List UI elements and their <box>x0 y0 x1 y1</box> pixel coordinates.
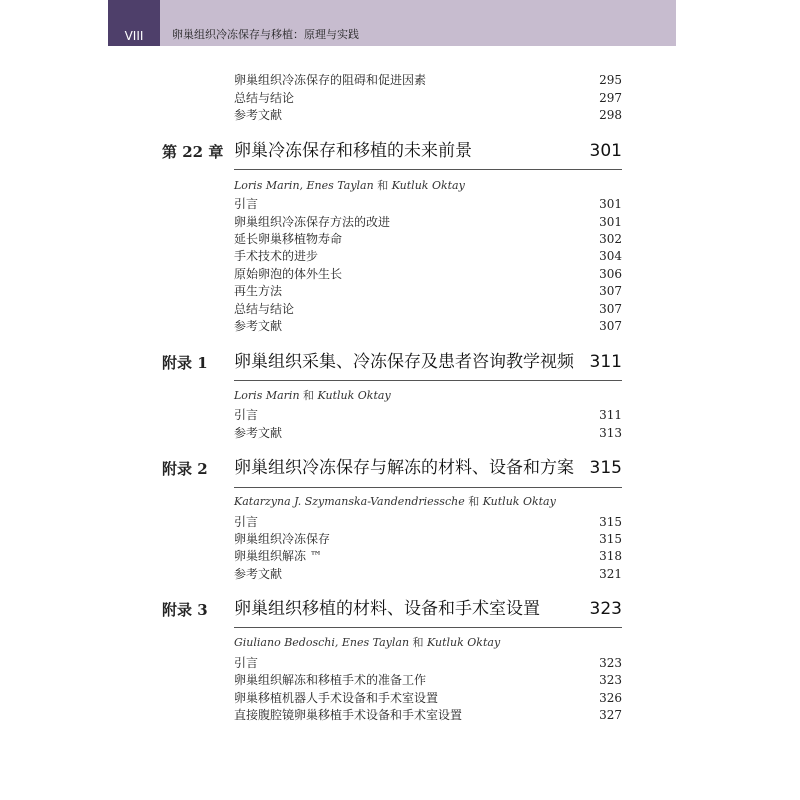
chapter-label: 附录 3 <box>162 601 208 619</box>
toc-entry-page: 326 <box>599 691 622 705</box>
chapter-divider <box>234 380 622 381</box>
chapter-page: 301 <box>589 141 622 161</box>
author-last: Kutluk Oktay <box>427 636 501 649</box>
toc-entry[interactable] <box>234 248 622 265</box>
toc-entry-page: 311 <box>599 408 622 422</box>
toc-entry-page: 318 <box>599 549 622 563</box>
header-book-title: 卵巢组织冷冻保存与移植：原理与实践 <box>172 28 359 41</box>
toc-entry-title: 参考文献 <box>234 108 283 122</box>
toc-entry-title: 手术技术的进步 <box>234 249 319 263</box>
toc-entry-title: 引言 <box>234 515 259 529</box>
toc-entry-page: 313 <box>599 426 622 440</box>
header-page-number: VIII <box>108 0 160 46</box>
chapter-title[interactable]: 卵巢组织移植的材料、设备和手术室设置 <box>234 599 540 619</box>
author-names: Loris Marin <box>234 389 300 402</box>
toc-entry-title: 卵巢组织解冻和移植手术的准备工作 <box>234 673 427 687</box>
chapter-title[interactable]: 卵巢冷冻保存和移植的未来前景 <box>234 141 472 161</box>
toc-entry-page: 297 <box>599 91 622 105</box>
chapter-authors <box>234 494 556 509</box>
toc-entry-page: 323 <box>599 656 622 670</box>
chapter-title[interactable]: 卵巢组织冷冻保存与解冻的材料、设备和方案 <box>234 458 574 478</box>
chapter-divider <box>234 487 622 488</box>
toc-entry[interactable] <box>234 425 622 442</box>
chapter-authors <box>234 635 500 650</box>
toc-entry-title: 参考文献 <box>234 426 283 440</box>
toc-entry-title: 引言 <box>234 408 259 422</box>
toc-entry-title: 卵巢组织解冻 ™ <box>234 549 322 563</box>
toc-entry[interactable] <box>234 707 622 724</box>
toc-entry-page: 327 <box>599 708 622 722</box>
toc-entry-page: 302 <box>599 232 622 246</box>
toc-entry-title: 总结与结论 <box>234 91 295 105</box>
toc-entry[interactable] <box>234 214 622 231</box>
toc-entry[interactable] <box>234 283 622 300</box>
toc-entry-page: 306 <box>599 267 622 281</box>
toc-entry-title: 延长卵巢移植物寿命 <box>234 232 343 246</box>
chapter-authors <box>234 178 465 193</box>
author-names: Loris Marin, Enes Taylan <box>234 179 374 192</box>
toc-entry-title: 原始卵泡的体外生长 <box>234 267 343 281</box>
author-last: Kutluk Oktay <box>482 495 556 508</box>
toc-entry-title: 直接腹腔镜卵巢移植手术设备和手术室设置 <box>234 708 463 722</box>
author-conjunction: 和 <box>373 179 392 192</box>
author-names: Katarzyna J. Szymanska-Vandendriessche <box>234 495 465 508</box>
chapter-label: 第 22 章 <box>162 143 224 161</box>
toc-entry[interactable] <box>234 72 622 89</box>
chapter-divider <box>234 169 622 170</box>
chapter-label: 附录 2 <box>162 460 208 478</box>
author-conjunction: 和 <box>464 495 483 508</box>
toc-entry[interactable] <box>234 407 622 424</box>
chapter-authors <box>234 388 391 403</box>
toc-entry-title: 卵巢组织冷冻保存的阻碍和促进因素 <box>234 73 427 87</box>
toc-entry-title: 参考文献 <box>234 319 283 333</box>
toc-entry-title: 引言 <box>234 656 259 670</box>
toc-entry-title: 再生方法 <box>234 284 283 298</box>
chapter-page: 323 <box>589 599 622 619</box>
toc-entry-page: 295 <box>599 73 622 87</box>
toc-entry-title: 卵巢组织冷冻保存方法的改进 <box>234 215 391 229</box>
toc-entry-page: 307 <box>599 284 622 298</box>
toc-entry-page: 304 <box>599 249 622 263</box>
toc-entry[interactable] <box>234 672 622 689</box>
toc-entry-title: 引言 <box>234 197 259 211</box>
chapter-divider <box>234 627 622 628</box>
toc-entry-page: 298 <box>599 108 622 122</box>
toc-entry[interactable] <box>234 548 622 565</box>
toc-entry-title: 卵巢组织冷冻保存 <box>234 532 331 546</box>
author-conjunction: 和 <box>409 636 428 649</box>
toc-entry[interactable] <box>234 231 622 248</box>
toc-entry[interactable] <box>234 196 622 213</box>
author-names: Giuliano Bedoschi, Enes Taylan <box>234 636 410 649</box>
toc-entry-page: 301 <box>599 215 622 229</box>
toc-entry[interactable] <box>234 566 622 583</box>
toc-entry[interactable] <box>234 318 622 335</box>
author-last: Kutluk Oktay <box>391 179 465 192</box>
page-header <box>108 0 676 46</box>
toc-entry-page: 315 <box>599 515 622 529</box>
toc-entry[interactable] <box>234 90 622 107</box>
toc-entry[interactable] <box>234 690 622 707</box>
toc-entry-page: 315 <box>599 532 622 546</box>
toc-entry-title: 参考文献 <box>234 567 283 581</box>
toc-entry-page: 321 <box>599 567 622 581</box>
toc-entry[interactable] <box>234 107 622 124</box>
toc-entry[interactable] <box>234 655 622 672</box>
toc-entry-page: 307 <box>599 302 622 316</box>
toc-entry-page: 323 <box>599 673 622 687</box>
toc-entry-page: 307 <box>599 319 622 333</box>
toc-entry[interactable] <box>234 514 622 531</box>
chapter-title[interactable]: 卵巢组织采集、冷冻保存及患者咨询教学视频 <box>234 352 574 372</box>
toc-entry[interactable] <box>234 531 622 548</box>
chapter-page: 311 <box>589 352 622 372</box>
author-last: Kutluk Oktay <box>317 389 391 402</box>
toc-entry-page: 301 <box>599 197 622 211</box>
toc-entry[interactable] <box>234 266 622 283</box>
chapter-page: 315 <box>589 458 622 478</box>
toc-entry[interactable] <box>234 301 622 318</box>
author-conjunction: 和 <box>299 389 318 402</box>
chapter-label: 附录 1 <box>162 354 208 372</box>
toc-entry-title: 总结与结论 <box>234 302 295 316</box>
toc-entry-title: 卵巢移植机器人手术设备和手术室设置 <box>234 691 439 705</box>
